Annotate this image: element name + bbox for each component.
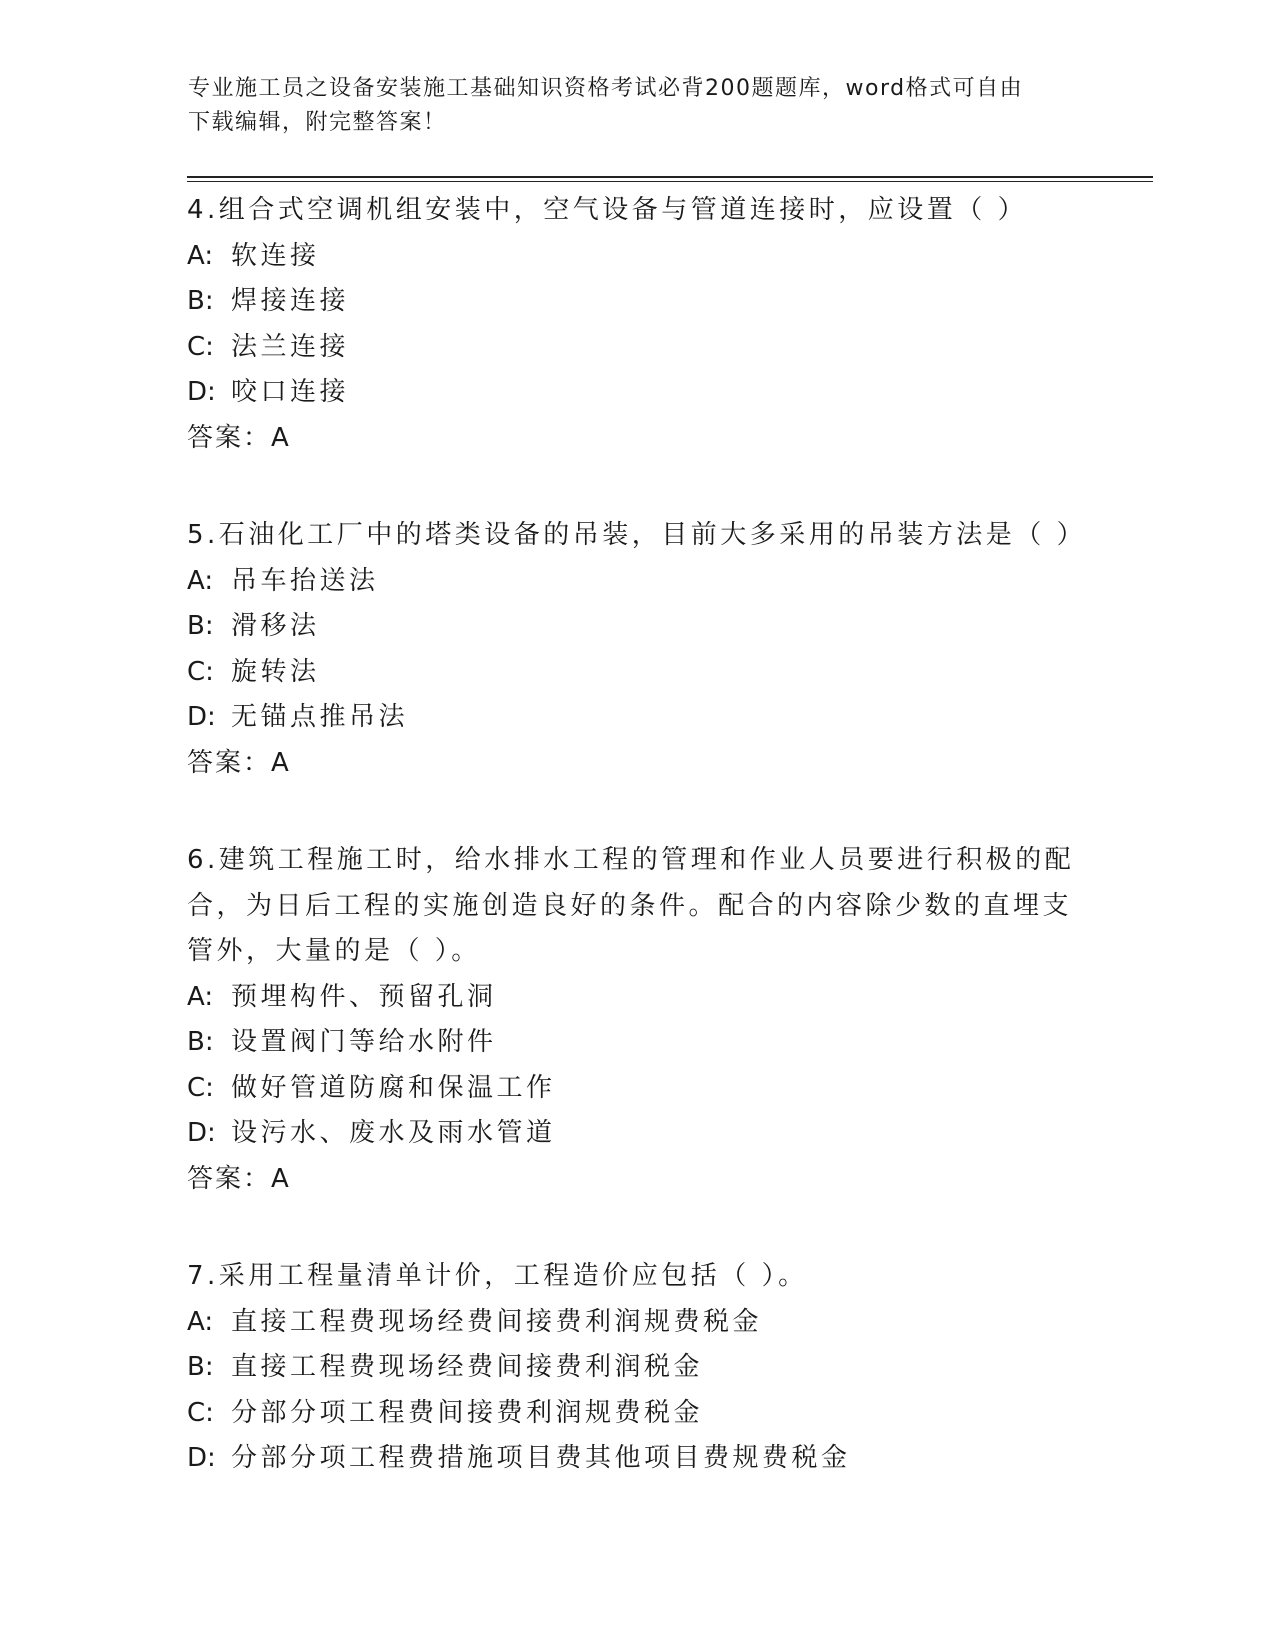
intro-line-2: 下载编辑，附完整答案！ <box>188 110 447 135</box>
option-text: 旋转法 <box>231 656 320 687</box>
option-b <box>187 1020 1087 1066</box>
option-d <box>187 1111 1087 1157</box>
option-d <box>187 695 1087 741</box>
option-letter: C: <box>187 656 214 687</box>
intro-line-1: 专业施工员之设备安装施工基础知识资格考试必背200题题库，word格式可自由 <box>188 76 1024 101</box>
answer-value: A <box>271 422 291 453</box>
option-letter: C: <box>187 331 214 362</box>
option-letter: A: <box>187 565 214 596</box>
option-letter: A: <box>187 240 214 271</box>
option-letter: C: <box>187 1072 214 1103</box>
option-d <box>187 370 1087 416</box>
question-item <box>187 188 1087 461</box>
option-text: 分部分项工程费间接费利润规费税金 <box>231 1397 704 1428</box>
answer-label: 答案： <box>187 1163 272 1194</box>
option-c <box>187 650 1087 696</box>
option-c <box>187 325 1087 371</box>
option-c <box>187 1391 1087 1437</box>
option-text: 焊接连接 <box>231 286 350 316</box>
option-text: 分部分项工程费措施项目费其他项目费规费税金 <box>231 1443 851 1473</box>
option-b <box>187 1345 1087 1391</box>
option-text: 做好管道防腐和保温工作 <box>231 1072 556 1103</box>
option-text: 直接工程费现场经费间接费利润税金 <box>231 1352 704 1382</box>
option-text: 软连接 <box>231 240 320 271</box>
option-text: 直接工程费现场经费间接费利润规费税金 <box>231 1306 763 1337</box>
option-b <box>187 604 1087 650</box>
option-text: 无锚点推吊法 <box>231 702 409 732</box>
option-letter: B: <box>187 1352 214 1382</box>
option-text: 设污水、废水及雨水管道 <box>231 1118 556 1148</box>
option-letter: D: <box>187 1443 216 1473</box>
option-letter: D: <box>187 1118 216 1148</box>
option-text: 咬口连接 <box>231 377 350 407</box>
answer-line <box>187 1157 1087 1203</box>
option-a <box>187 234 1087 280</box>
header-divider-thick <box>187 176 1153 178</box>
option-a <box>187 559 1087 605</box>
option-text: 法兰连接 <box>231 331 350 362</box>
header-divider-thin <box>187 181 1153 182</box>
option-text: 滑移法 <box>231 611 320 641</box>
question-item <box>187 838 1087 1202</box>
option-d <box>187 1436 1087 1482</box>
option-text: 吊车抬送法 <box>231 565 379 596</box>
option-letter: B: <box>187 611 214 641</box>
option-c <box>187 1066 1087 1112</box>
option-letter: A: <box>187 981 214 1012</box>
option-letter: B: <box>187 286 214 316</box>
option-letter: C: <box>187 1397 214 1428</box>
question-item <box>187 513 1087 786</box>
answer-value: A <box>271 747 291 778</box>
document-intro <box>188 72 1068 140</box>
option-letter: D: <box>187 702 216 732</box>
question-stem: 5.石油化工厂中的塔类设备的吊装，目前大多采用的吊装方法是（ ） <box>187 520 1087 550</box>
option-letter: B: <box>187 1027 214 1057</box>
question-stem: 7.采用工程量清单计价，工程造价应包括（ ）。 <box>187 1261 808 1291</box>
question-list <box>187 188 1087 1534</box>
option-letter: A: <box>187 1306 214 1337</box>
question-stem: 6.建筑工程施工时，给水排水工程的管理和作业人员要进行积极的配合，为日后工程的实施创造良好的条件。配合的内容除少数的直埋支管外，大量的是（ ）。 <box>187 845 1075 966</box>
answer-label: 答案： <box>187 747 272 778</box>
option-a <box>187 1300 1087 1346</box>
option-a <box>187 975 1087 1021</box>
answer-value: A <box>271 1163 291 1194</box>
option-letter: D: <box>187 377 216 407</box>
answer-label: 答案： <box>187 422 272 453</box>
answer-line <box>187 741 1087 787</box>
answer-line <box>187 416 1087 462</box>
option-b <box>187 279 1087 325</box>
option-text: 设置阀门等给水附件 <box>231 1027 497 1057</box>
option-text: 预埋构件、预留孔洞 <box>231 981 497 1012</box>
question-stem: 4.组合式空调机组安装中，空气设备与管道连接时，应设置（ ） <box>187 195 1028 225</box>
question-item <box>187 1254 1087 1482</box>
